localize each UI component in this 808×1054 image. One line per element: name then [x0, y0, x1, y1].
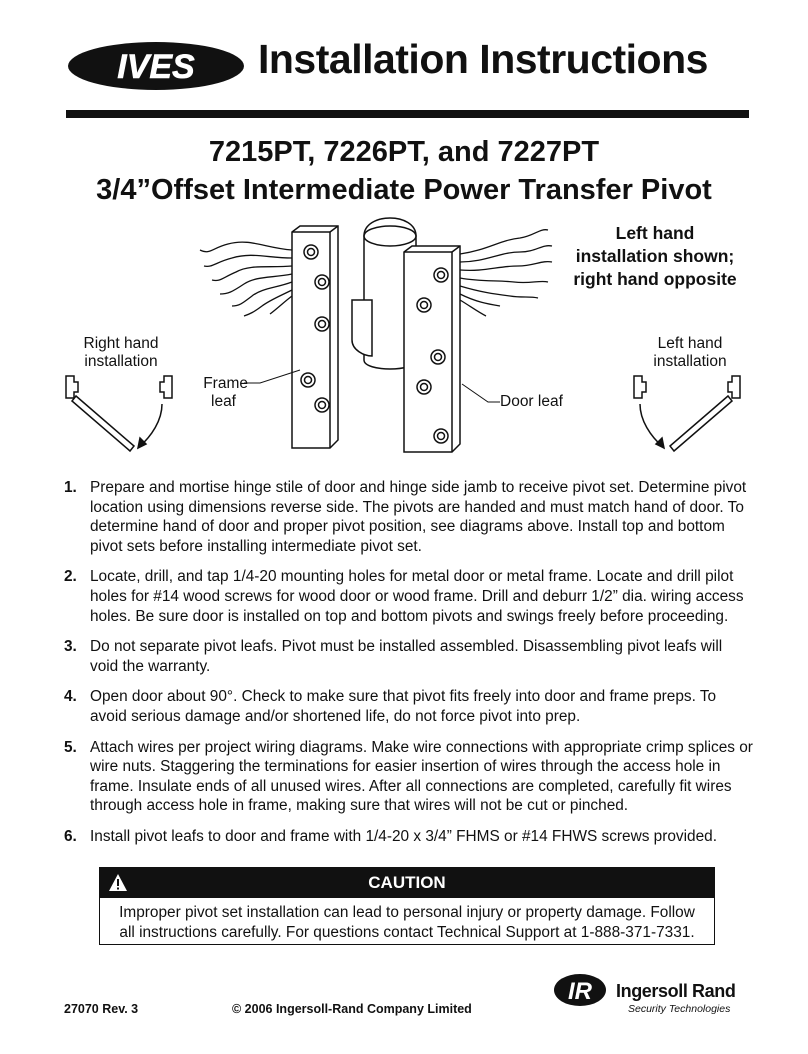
step-number: 1.: [64, 479, 77, 496]
caution-line: all instructions carefully. For questions contact Technical Support at 1-888-371-7331.: [119, 923, 695, 941]
handing-note: [560, 222, 750, 291]
product-description: 3/4”Offset Intermediate Power Transfer Pivot: [96, 174, 712, 206]
product-models: 7215PT, 7226PT, and 7227PT: [208, 136, 600, 168]
instruction-step: [64, 567, 754, 626]
step-number: 3.: [64, 638, 77, 656]
frame-leaf-label-line: leaf: [211, 393, 236, 410]
step-number: 5.: [64, 738, 77, 756]
instruction-step: [64, 637, 754, 676]
step-text: Install pivot leafs to door and frame with 1/4-20 x 3/4” FHMS or #14 FHWS screws provided.: [90, 827, 717, 845]
instruction-steps: [64, 478, 754, 858]
caution-box: [99, 867, 715, 945]
caution-text: [100, 898, 714, 942]
document-title: Installation Instructions: [258, 36, 708, 82]
ives-logo: [66, 40, 246, 92]
step-text: Open door about 90°. Check to make sure that pivot fits freely into door and frame preps. To avoid serious damage and/or shortened life, do not force pivot into prep.: [90, 688, 717, 725]
instruction-step: [64, 827, 754, 847]
wires-right-icon: [460, 230, 552, 316]
caution-header: [100, 868, 714, 898]
step-number: 2.: [64, 568, 77, 586]
handing-note-line: Left hand: [615, 223, 695, 243]
handing-note-line: right hand opposite: [573, 269, 737, 289]
header-rule: [66, 110, 749, 118]
step-text: Locate, drill, and tap 1/4-20 mounting holes for metal door or metal frame. Locate and drill pilot holes for #14 wood screws for wood door or wood frame. Drill and deburr 1/2” dia. wiring access holes. Be sure door is installed on top and bottom pivots and swings freely before proceeding.: [90, 568, 744, 625]
step-number: 4.: [64, 688, 77, 706]
step-text: Do not separate pivot leafs. Pivot must be installed assembled. Disassembling pivot leafs will void the warranty.: [90, 638, 723, 675]
door-leaf-label: Door leaf: [500, 393, 563, 410]
right-hand-plan-icon: [66, 376, 172, 451]
instruction-step: [64, 738, 754, 816]
right-hand-label-line: Right hand: [83, 335, 159, 352]
company-name: Ingersoll Rand: [616, 981, 736, 1001]
caution-heading: CAUTION: [368, 873, 446, 892]
instruction-step: [64, 478, 754, 556]
left-hand-label-line: Left hand: [657, 335, 723, 352]
company-division: Security Technologies: [628, 1003, 731, 1015]
caution-line: Improper pivot set installation can lead to personal injury or property damage. Follow: [119, 904, 695, 921]
copyright: © 2006 Ingersoll-Rand Company Limited: [232, 1002, 472, 1016]
document-number: 27070 Rev. 3: [64, 1002, 139, 1016]
wires-left-icon: [200, 242, 292, 316]
door-leaf-leader: [462, 384, 500, 402]
left-hand-label-line: installation: [653, 353, 727, 370]
frame-leaf-label-line: Frame: [203, 375, 248, 392]
door-leaf: [404, 246, 460, 452]
left-hand-plan-icon: [634, 376, 740, 451]
step-text: Attach wires per project wiring diagrams. Make wire connections with appropriate crimp splices or wire nuts. Staggering the terminations for easier insertion of wires through the access hole in frame. Insulate ends of all unused wires. After all connections are completed, carefully fit wires through access hole in frame, making sure that wires will not be cut or pinched.: [90, 738, 753, 815]
frame-leaf-label: [188, 375, 248, 411]
frame-leaf: [292, 226, 338, 448]
step-text: Prepare and mortise hinge stile of door and hinge side jamb to receive pivot set. Determine pivot location using dimensions reverse side. The pivots are handed and must match hand of door. To determine hand of door and proper pivot position, see diagrams above. Install top and bottom pivot sets before installing intermediate pivot set.: [90, 479, 747, 555]
left-hand-label: [640, 335, 740, 371]
right-hand-label-line: installation: [84, 353, 158, 370]
ives-logo-text: IVES: [117, 48, 195, 86]
handing-note-line: installation shown;: [575, 246, 735, 266]
warning-triangle-icon: [108, 873, 128, 893]
ir-logo-mark: IR: [568, 978, 592, 1005]
step-number: 6.: [64, 827, 77, 845]
right-hand-label: [62, 335, 180, 371]
instruction-step: [64, 687, 754, 726]
